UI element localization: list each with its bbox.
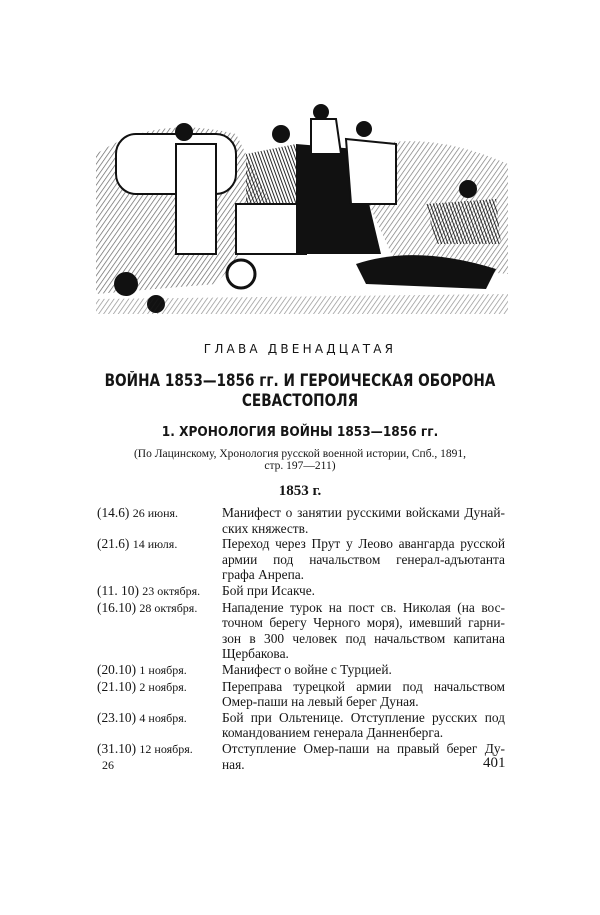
list-item [97,600,505,662]
list-item [97,741,505,772]
section-heading: 1. ХРОНОЛОГИЯ ВОЙНЫ 1853—1856 гг. [161,424,439,440]
new-style-date: 12 ноября. [139,741,193,756]
new-style-date: 4 ноября. [139,710,187,725]
list-item [97,710,505,741]
new-style-date: 1 ноября. [139,662,187,677]
old-style-date: (14.6) [97,505,130,520]
entry-text [222,710,505,741]
page-title [24,371,576,411]
entry-date [97,679,222,710]
entry-date [97,741,222,772]
entry-text-line: зон в 300 человек под начальством капитана [222,630,505,646]
entry-text-line: Бой при Исакче. [222,582,316,598]
chronology-list [97,505,505,772]
entry-text [222,505,505,536]
entry-text [222,741,505,772]
old-style-date: (21.10) [97,678,137,694]
old-style-date: (11. 10) [97,582,139,598]
entry-text-line: командованием генерала Данненберга. [222,725,444,741]
citation [0,448,600,472]
entry-text-line: Щербакова. [222,646,289,662]
entry-date [97,505,222,536]
old-style-date: (23.10) [97,709,137,725]
entry-text [222,600,505,662]
entry-date [97,583,222,600]
old-style-date: (16.10) [97,599,137,615]
old-style-date: (20.10) [97,661,137,677]
old-style-date: (31.10) [97,740,137,756]
battle-illustration [96,94,508,314]
entry-text [222,679,505,710]
entry-text-line: Переправа турецкой армии под начальством [222,678,505,694]
title-line-1: ВОЙНА 1853—1856 гг. И ГЕРОИЧЕСКАЯ ОБОРОНА [104,371,496,390]
list-item [97,505,505,536]
entry-date [97,662,222,679]
new-style-date: 2 ноября. [139,679,187,694]
entry-text [222,583,505,600]
entry-text-line: Нападение турок на пост св. Николая (на вос- [222,599,505,615]
new-style-date: 23 октября. [142,583,201,598]
entry-text-line: Манифест о занятии русскими войсками Дунай- [222,505,505,520]
new-style-date: 26 июня. [132,506,179,520]
list-item [97,679,505,710]
citation-line-2: стр. 197—211) [264,460,336,472]
entry-text-line: Бой при Ольтенице. Отступление русских под [222,709,505,725]
entry-text-line: Отступление Омер-паши на правый берег Ду- [222,740,505,756]
entry-text-line: Переход через Прут у Леово авангарда русской [222,536,505,552]
list-item [97,536,505,583]
entry-text [222,536,505,583]
title-line-2: СЕВАСТОПОЛЯ [241,391,359,410]
chapter-label: ГЛАВА ДВЕНАДЦАТАЯ [203,342,397,356]
entry-text-line: Манифест о войне с Турцией. [222,661,392,677]
new-style-date: 14 июля. [132,537,178,552]
citation-line-1: (По Лацинскому, Хронология русской военной истории, Спб., 1891, [133,448,467,460]
new-style-date: 28 октября. [139,600,198,615]
old-style-date: (21.6) [97,536,130,552]
list-item [97,662,505,679]
entry-text-line: Омер-паши на левый берег Дуная. [222,694,419,710]
entry-text-line: графа Анрепа. [222,567,305,583]
entry-date [97,536,222,583]
entry-date [97,710,222,741]
entry-text-line: армии под начальством генерал-адъютанта [222,551,505,567]
entry-text-line: точном берегу Черного моря), имевший гарни- [222,615,505,631]
entry-text-line: ских княжеств. [222,520,309,536]
list-item [97,583,505,600]
year-heading: 1853 г. [278,483,322,499]
entry-date [97,600,222,662]
entry-text [222,662,505,679]
signature-mark: 26 [102,758,114,772]
entry-text-line: ная. [222,756,245,772]
page-number: 401 [483,755,506,771]
